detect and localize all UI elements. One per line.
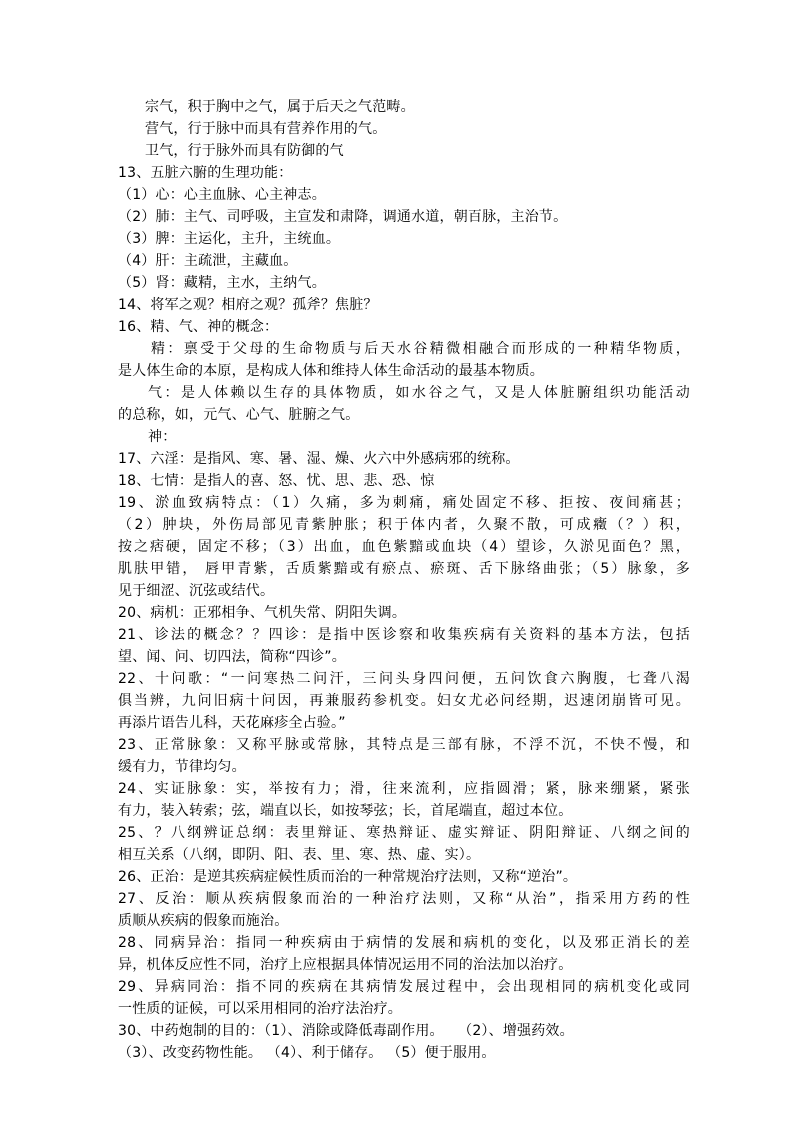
text-line: 宗气，积于胸中之气，属于后天之气范畴。 [145, 99, 415, 115]
text-line: 的总称，如，元气、心气、脏腑之气。 [118, 407, 360, 423]
text-line: 卫气，行于脉外而具有防御的气 [145, 143, 344, 159]
text-line: 有力，装入转索；弦，端直以长，如按琴弦；长，首尾端直，超过本位。 [118, 803, 573, 819]
text-line: 肌肤甲错， 唇甲青紫，舌质紫黯或有瘀点、瘀斑、舌下脉络曲张；（5）脉象，多 [118, 561, 690, 577]
text-line: 俱当辨，九问旧病十问因，再兼服药参机变。妇女尤必问经期，迟速闭崩皆可见。 [118, 693, 690, 709]
section-line: 19、淤血致病特点：（1）久痛，多为刺痛，痛处固定不移、拒按、夜间痛甚； [118, 495, 690, 511]
section-line: 28、同病异治：指同一种疾病由于病情的发展和病机的变化，以及邪正消长的差 [118, 935, 690, 951]
section-line: 22、十问歌：“一问寒热二问汗，三问头身四问便，五问饮食六胸腹，七聋八渴 [118, 671, 690, 687]
text-line: 精：禀受于父母的生命物质与后天水谷精微相融合而形成的一种精华物质， [151, 341, 690, 357]
text-line: 缓有力，节律均匀。 [118, 759, 246, 775]
text-line: 相互关系（八纲，即阴、阳、表、里、寒、热、虚、实）。 [118, 847, 481, 863]
section-heading: 14、将军之观？相府之观？孤斧？焦脏？ [118, 297, 378, 313]
section-line: 27、反治：顺从疾病假象而治的一种治疗法则，又称“从治”，指采用方药的性 [118, 891, 690, 907]
section-line: 17、六淫：是指风、寒、暑、湿、燥、火六中外感病邪的统称。 [118, 451, 520, 467]
section-line: 25、？八纲辨证总纲：表里辩证、寒热辩证、虚实辩证、阴阳辩证、八纲之间的 [118, 825, 690, 841]
list-item: （5）肾：藏精，主水，主纳气。 [118, 275, 326, 291]
text-line: 望、闻、问、切四法，简称“四诊”。 [118, 649, 346, 665]
section-line: 20、病机：正邪相争、气机失常、阴阳失调。 [118, 605, 407, 621]
text-line: （2）肿块，外伤局部见青紫肿胀；积于体内者，久聚不散，可成癥（？）积， [118, 517, 690, 533]
text-line: 按之痞硬，固定不移；（3）出血，血色紫黯或血块（4）望诊，久淤见面色？黑， [118, 539, 690, 555]
text-line: （3）、改变药物性能。 （4）、利于储存。 （5）便于服用。 [118, 1045, 496, 1061]
section-line: 23、正常脉象：又称平脉或常脉，其特点是三部有脉，不浮不沉，不快不慢，和 [118, 737, 690, 753]
section-line: 21、诊法的概念？？四诊：是指中医诊察和收集疾病有关资料的基本方法，包括 [118, 627, 690, 643]
document-body [118, 96, 690, 1064]
section-line: 26、正治：是逆其疾病症候性质而治的一种常规治疗法则，又称“逆治”。 [118, 869, 578, 885]
list-item: （4）肝：主疏泄，主藏血。 [118, 253, 298, 269]
text-line: 气：是人体赖以生存的具体物质，如水谷之气，又是人体脏腑组织功能活动 [148, 385, 690, 401]
section-line: 30、中药炮制的目的：（1）、消除或降低毒副作用。 （2）、增强药效。 [118, 1023, 574, 1039]
text-line: 是人体生命的本原，是构成人体和维持人体生命活动的最基本物质。 [118, 363, 544, 379]
text-line: 异，机体反应性不同，治疗上应根据具体情况运用不同的治法加以治疗。 [118, 957, 573, 973]
text-line: 质顺从疾病的假象而施治。 [118, 913, 289, 929]
section-line: 24、实证脉象：实，举按有力；滑，往来流利，应指圆滑；紧，脉来绷紧，紧张 [118, 781, 690, 797]
list-item: （1）心：心主血脉、心主神志。 [118, 187, 326, 203]
section-line: 18、七情：是指人的喜、怒、忧、思、悲、恐、惊 [118, 473, 435, 489]
text-line: 一性质的证候，可以采用相同的治疗法治疗。 [118, 1001, 402, 1017]
text-line: 神： [148, 429, 177, 445]
section-line: 29、异病同治：指不同的疾病在其病情发展过程中，会出现相同的病机变化或同 [118, 979, 690, 995]
text-line: 见于细涩、沉弦或结代。 [118, 583, 275, 599]
list-item: （3）脾：主运化，主升，主统血。 [118, 231, 341, 247]
text-line: 营气，行于脉中而具有营养作用的气。 [145, 121, 387, 137]
section-heading: 16、精、气、神的概念： [118, 319, 279, 335]
list-item: （2）肺：主气、司呼吸，主宣发和肃降，调通水道，朝百脉，主治节。 [118, 209, 568, 225]
text-line: 再添片语告儿科，天花麻疹全占验。” [118, 715, 346, 731]
section-heading: 13、五脏六腑的生理功能： [118, 165, 293, 181]
